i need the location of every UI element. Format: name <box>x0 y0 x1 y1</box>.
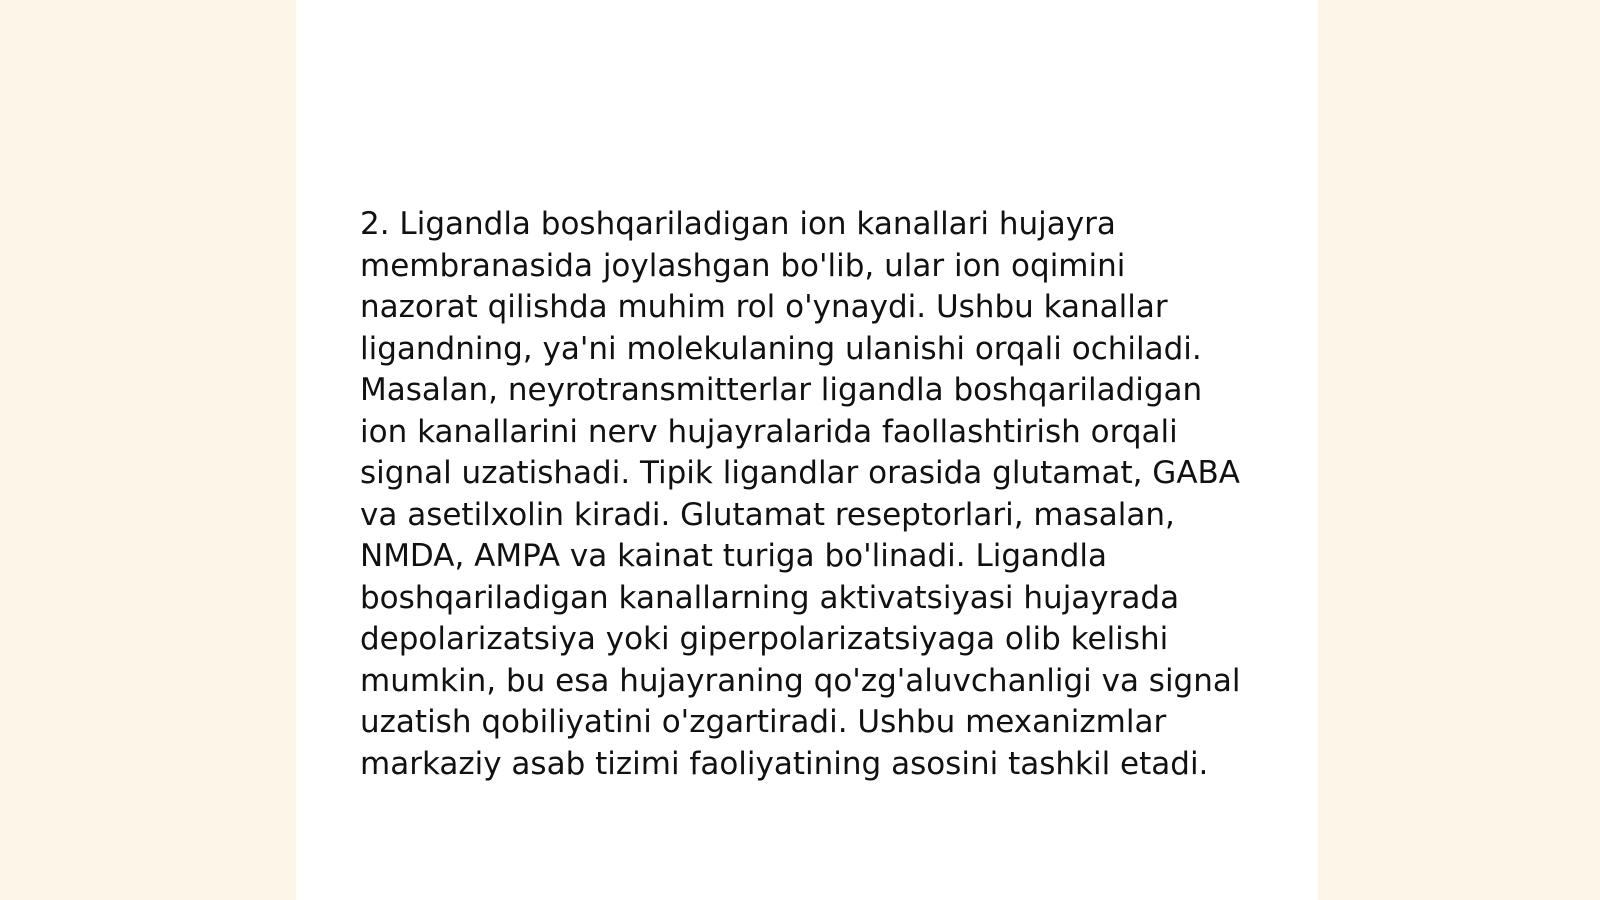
body-paragraph: 2. Ligandla boshqariladigan ion kanallari hujayra membranasida joylashgan bo'lib, ular ion oqimini nazorat qilishda muhim rol o'ynaydi. Ushbu kanallar ligandning, ya'ni molekulaning ulanishi orqali ochiladi. Masalan, neyrotransmitterlar ligandla boshqariladigan ion kanallarini nerv hujayralarida faollashtirish orqali signal uzatishadi. Tipik ligandlar orasida glutamat, GABA va asetilxolin kiradi. Glutamat reseptorlari, masalan, NMDA, AMPA va kainat turiga bo'linadi. Ligandla boshqariladigan kanallarning aktivatsiyasi hujayrada depolarizatsiya yoki giperpolarizatsiyaga olib kelishi mumkin, bu esa hujayraning qo'zg'aluvchanligi va signal uzatish qobiliyatini o'zgartiradi. Ushbu mexanizmlar markaziy asab tizimi faoliyatining asosini tashkil etadi. <box>360 206 1241 782</box>
document-page <box>296 0 1318 900</box>
right-margin-background <box>1318 0 1600 900</box>
left-margin-background <box>0 0 296 900</box>
